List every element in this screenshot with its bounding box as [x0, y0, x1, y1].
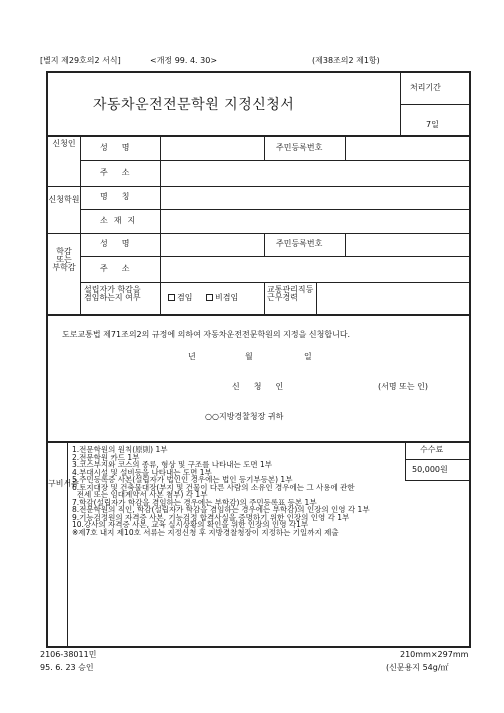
application-statement: 도로교통법 제71조의2의 규정에 의하여 자동차운전전문학원의 지정을 신청합니다.	[62, 330, 351, 339]
footer-paper-size: 210mm×297mm	[400, 650, 469, 659]
list-item: 8.전문학원의 직인, 학감(설립자가 학감을 겸임하는 경우에는 부학감)의 인장의 인영 각 1부	[72, 505, 370, 514]
applicant-group-label: 신청인	[52, 139, 76, 148]
director-address-field[interactable]	[161, 258, 468, 281]
concurrent-question-label: 설립자가 학감을 겸임하는지 여부	[84, 285, 141, 302]
date-month: 월	[245, 352, 253, 361]
applicant-name-field[interactable]	[161, 137, 263, 159]
director-id-label: 주민등록번호	[276, 239, 323, 248]
signature-note: (서명 또는 인)	[378, 382, 428, 391]
documents-list	[72, 446, 370, 536]
date-day: 일	[304, 352, 312, 361]
revision-date: <개정 99. 4. 30>	[150, 56, 218, 65]
form-number: [별지 제29호의2 서식]	[40, 56, 121, 65]
date-year: 년	[188, 352, 196, 361]
fee-value: 50,000원	[412, 465, 448, 474]
list-item: 1.전문학원의 원칙(原則) 1부	[72, 445, 168, 454]
not-concurrent-checkbox[interactable]	[206, 294, 213, 301]
documents-group-label: 구비서류	[48, 479, 79, 488]
director-name-field[interactable]	[161, 235, 263, 255]
recipient: ○○지방경찰청장 귀하	[205, 412, 284, 421]
footer-code: 2106-38011민	[40, 650, 97, 659]
list-item: 6.토지대장 및 건축물대장(부지 및 건물이 다른 사람의 소유인 경우에는 그 사용에 관한	[72, 482, 355, 492]
director-group-label: 학감 또는 부학감	[52, 247, 76, 272]
list-item: 3.코스부지와 코스의 종류, 형상 및 구조를 나타내는 도면 1부	[72, 460, 273, 469]
footer-paper-type: (신문용지 54g/㎡	[386, 663, 449, 672]
footer-approved: 95. 6. 23 승인	[40, 663, 94, 672]
fee-label: 수수료	[420, 445, 444, 454]
form-title: 자동차운전전문학원 지정신청서	[93, 97, 295, 113]
concurrent-checkbox[interactable]	[168, 294, 175, 301]
director-address-label: 주소	[100, 264, 144, 273]
applicant-address-field[interactable]	[161, 162, 468, 185]
list-item: 5.주민등록증 사본(설립자가 법인인 경우에는 법인 등기부등본) 1부	[72, 475, 293, 484]
list-item: 4.부대시설 및 설비등을 나타내는 도면 1부	[72, 467, 212, 477]
list-item: 2.전문학원 카드 1부	[72, 452, 140, 462]
signature-label: 신청인	[232, 382, 298, 391]
option-concurrent[interactable]: 겸임	[168, 294, 192, 302]
director-id-field[interactable]	[346, 235, 468, 255]
director-name-label: 성명	[100, 239, 144, 248]
list-item: 10.강사의 자격증 사본, 교육 실시상황의 확인을 위한 인장의 인영 각1부	[72, 520, 309, 529]
academy-name-field[interactable]	[161, 188, 468, 208]
article-reference: (제38조의2 제1항)	[312, 56, 380, 65]
option-not-concurrent[interactable]: 비겸임	[206, 294, 238, 302]
academy-location-label: 소재지	[100, 216, 142, 225]
processing-period-label: 처리기간	[410, 83, 441, 92]
academy-group-label: 신청학원	[48, 195, 80, 204]
academy-name-label: 명칭	[100, 192, 144, 201]
applicant-id-field[interactable]	[346, 137, 468, 159]
applicant-address-label: 주소	[100, 168, 144, 177]
career-field[interactable]	[317, 284, 468, 313]
academy-location-field[interactable]	[161, 211, 468, 232]
list-item: 7.학감(설립자가 학감을 겸임하는 경우에는 부학감)의 주민등록표 등본 1부	[72, 497, 317, 507]
career-label: 교통관리직등 근무경력	[267, 285, 314, 302]
processing-period-value: 7일	[426, 120, 439, 129]
list-item: ※제7호 내지 제10호 서류는 지정신청 후 지방경찰청장이 지정하는 기일까지 제출	[72, 527, 339, 537]
list-item: 전세 또는 임대계약서 사본 첨부) 각 1부	[72, 490, 208, 499]
applicant-id-label: 주민등록번호	[276, 143, 323, 152]
applicant-name-label: 성명	[100, 143, 144, 152]
list-item: 9.기능검정원의 자격증 사본, 기능검정 합격사실을 증명하기 위한 인장의 인영 각 1부	[72, 512, 350, 522]
